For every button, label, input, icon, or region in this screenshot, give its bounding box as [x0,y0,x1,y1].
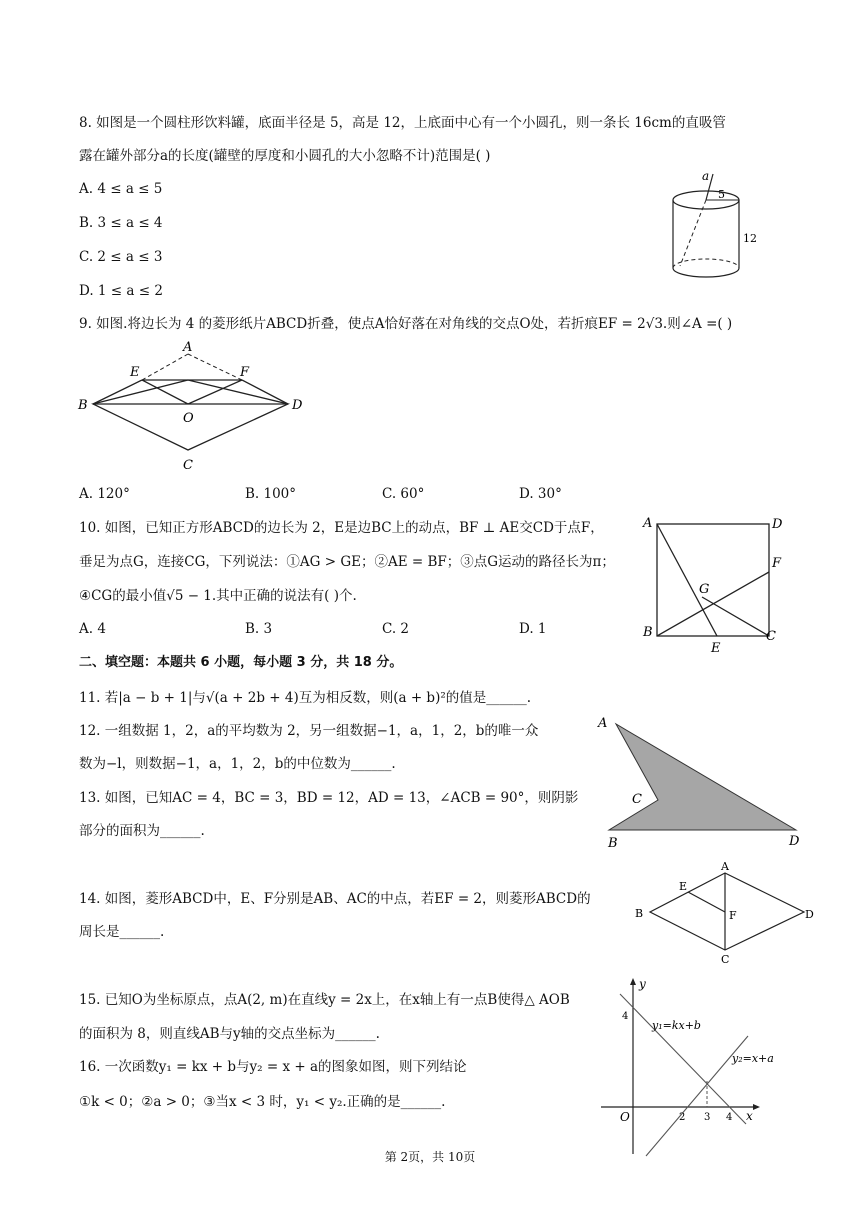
q8-line-2: 露在罐外部分a的长度(罐壁的厚度和小圆孔的大小忽略不计)范围是( ) [79,148,491,164]
q9-rhombus-figure [75,338,315,473]
q10-line-1: 10. 如图，已知正方形ABCD的边长为 2，E是边BC上的动点，BF ⊥ AE交CD于点F， [79,520,604,536]
label-E: E [130,365,140,380]
label-F: F [240,365,250,380]
dashed-e-a [142,354,188,380]
q10-line-2: 垂足为点G，连接CG，下列说法：①AG > GE；②AE = BF；③点G运动的路径长为π； [79,554,615,570]
label-B: B [635,907,644,920]
q9-option-d: D. 30° [519,486,562,502]
label-y-axis: y [639,977,646,991]
x-axis-arrow [753,1104,760,1110]
label-O: O [183,411,194,426]
label-line-y1: y₁=kx+b [652,1019,701,1032]
label-x-axis: x [746,1109,753,1123]
label-A: A [721,860,729,873]
q10-option-a: A. 4 [79,621,106,637]
cylinder-bottom-back [673,259,739,268]
edge-b-e [93,380,142,404]
q10-option-d: D. 1 [519,621,547,637]
q8-option-d: D. 1 ≤ a ≤ 2 [79,283,163,299]
q15-line-1: 15. 已知O为坐标原点，点A(2, m)在直线y = 2x上，在x轴上有一点B使得△ AOB [79,992,570,1008]
cylinder-bottom-front [673,268,739,277]
label-line-y2: y₂=x+a [732,1052,774,1065]
label-origin: O [620,1110,630,1124]
label-D: D [805,908,814,921]
label-F: F [772,556,782,571]
label-E: E [679,880,688,893]
square-abcd [657,524,769,636]
label-D: D [772,517,783,532]
q12-line-2: 数为−l，则数据−1，a，1，2，b的中位数为______. [79,756,396,772]
tick-x-4: 4 [726,1112,733,1123]
label-D: D [789,834,800,849]
q8-option-c: C. 2 ≤ a ≤ 3 [79,249,163,265]
y-axis-arrow [630,978,636,985]
q8-cylinder-figure [660,160,770,285]
page-footer: 第 2页，共 10页 [384,1150,476,1164]
tick-y-4: 4 [622,1011,629,1022]
q9-option-b: B. 100° [245,486,297,502]
segment-ef [688,892,725,912]
shaded-region [609,724,796,830]
q13-line-1: 13. 如图，已知AC = 4，BC = 3，BD = 12，AD = 13，∠ACB = 90°，则阴影 [79,790,579,806]
q16-graph-figure [598,974,773,1159]
label-C: C [632,792,642,807]
label-C: C [721,953,730,966]
rhombus-abcd [650,873,804,950]
dashed-f-a [188,354,242,380]
label-B: B [643,625,653,640]
edge-f-o [188,380,242,404]
label-F: F [729,909,737,922]
label-G: G [699,582,710,597]
q16-line-1: 16. 一次函数y₁ = kx + b与y₂ = x + a的图象如图，则下列结论 [79,1059,467,1075]
q10-option-b: B. 3 [245,621,273,637]
q16-line-2: ①k < 0；②a > 0；③当x < 3 时，y₁ < y₂.正确的是______. [79,1094,446,1110]
q14-line-2: 周长是______. [79,924,165,940]
label-A: A [598,716,608,731]
q9-option-c: C. 60° [382,486,425,502]
q10-option-c: C. 2 [382,621,410,637]
q9-option-a: A. 120° [79,486,130,502]
q13-line-2: 部分的面积为______. [79,823,205,839]
edge-e-o [142,380,188,404]
label-a: a [702,169,710,183]
label-E: E [711,641,721,656]
tick-x-3: 3 [704,1112,711,1123]
tick-x-2: 2 [679,1112,686,1123]
q8-option-a: A. 4 ≤ a ≤ 5 [79,181,163,197]
label-height: 12 [743,232,757,245]
q11-line-1: 11. 若|a − b + 1|与√(a + 2b + 4)互为相反数，则(a + b)²的值是______. [79,690,532,706]
q15-line-2: 的面积为 8，则直线AB与y轴的交点坐标为______. [79,1026,380,1042]
q13-shaded-figure [594,712,809,852]
q14-line-1: 14. 如图，菱形ABCD中，E、F分别是AB、AC的中点，若EF = 2，则菱形ABCD的 [79,891,591,907]
q8-option-b: B. 3 ≤ a ≤ 4 [79,215,163,231]
label-C: C [183,458,193,473]
q9-line-1: 9. 如图.将边长为 4 的菱形纸片ABCD折叠，使点A恰好落在对角线的交点O处，若折痕EF = 2√3.则∠A =( ) [79,316,733,332]
label-B: B [608,836,618,851]
segment-cg [702,597,769,636]
label-radius: 5 [718,188,725,201]
label-D: D [292,398,303,413]
label-A: A [183,340,193,355]
q12-line-1: 12. 一组数据 1，2，a的平均数为 2，另一组数据−1，a，1，2，b的唯一众 [79,723,539,739]
label-C: C [766,629,776,644]
line-y1 [620,994,746,1124]
q10-line-3: ④CG的最小值√5 − 1.其中正确的说法有( )个. [79,588,357,604]
edge-f-d [242,380,288,404]
label-A: A [643,516,653,531]
q10-square-figure [640,512,790,657]
section-2-heading: 二、填空题：本题共 6 小题，每小题 3 分，共 18 分。 [79,655,403,670]
straw-inside [680,200,706,266]
label-B: B [78,398,88,413]
q8-line-1: 8. 如图是一个圆柱形饮料罐，底面半径是 5，高是 12，上底面中心有一个小圆孔，则一条长 16cm的直吸管 [79,115,726,131]
q14-rhombus-figure [628,860,823,970]
